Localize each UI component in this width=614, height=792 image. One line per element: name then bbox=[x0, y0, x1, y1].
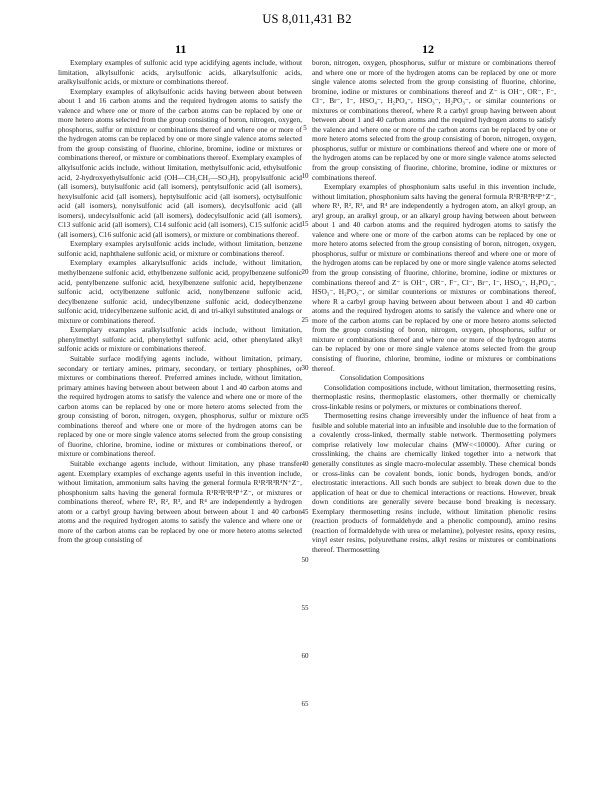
line-number: 20 bbox=[301, 268, 309, 276]
section-heading-consolidation-compositions: Consolidation Compositions bbox=[340, 373, 425, 383]
line-number: 30 bbox=[301, 364, 309, 372]
line-number: 35 bbox=[301, 412, 309, 420]
paragraph-thermosetting-resins: Thermosetting resins change irreversibly under the influence of heat from a fusible and soluble material into an infusible and insoluble due to the formation of a covalently cross-linked, thermally stable network. Thermosetting polymers comprise relatively low molecular chains (MW<<10000). After curing or crosslinking, the chains are chemically linked together into a network that generally constitutes as single macro-molecular assembly. These chemical bonds or cross-links can be covalent bonds, ionic bonds, hydrogen bonds, and/or electrostatic interactions. All such bonds are subject to break down due to the application of heat or due to chemical interactions or reactions. However, break down conditions are generally severe because bond breaking is necessary. Exemplary thermosetting resins include, without limitation phenolic resins (reaction products of formaldehyde and a phenolic compound), amino resins (reaction of formaldehyde with urea or melamine), polyester resins, epoxy resins, vinyl ester resins, polyurethane resins, alkyl resins or mixtures or combinations thereof. Thermosetting bbox=[312, 411, 556, 554]
paragraph-arylsulfonic-acids: Exemplary examples arylsulfonic acids include, without limitation, benzene sulfonic acid, naphthalene sulfonic acid, or mixture or combinations thereof. bbox=[58, 239, 302, 258]
line-number: 15 bbox=[301, 220, 309, 228]
line-number: 60 bbox=[301, 652, 309, 660]
paragraph-sulfonic-acid-agents: Exemplary examples of sulfonic acid type acidifying agents include, without limitation, alkylsulfonic acids, arylsulfonic acids, alkarylsulfonic acids, aralkylsulfonic acids, or mixture or combinations thereof. bbox=[58, 58, 302, 87]
line-number: 25 bbox=[301, 316, 309, 324]
line-number: 10 bbox=[301, 172, 309, 180]
right-column bbox=[312, 58, 556, 554]
paragraph-ammonium-salts-continued: boron, nitrogen, oxygen, phosphorus, sulfur or mixture or combinations thereof and where one or more of the hydrogen atoms can be replaced by one or more single valence atoms selected from the group consisting of fluorine, chlorine, bromine, iodine or mixtures or combinations thereof and Z⁻ is OH⁻, OR⁻, F⁻, Cl⁻, Br⁻, I⁻, HSO₄⁻, H₂PO₄⁻, HSO₃⁻, H₂PO₃⁻, or similar counterions or mixtures or combinations thereof, where R a carbyl group having between about between about 1 and 40 carbon atoms and the required hydrogen atoms to satisfy the valence and where one or more of the carbon atoms can be replaced by one or more hetero atoms selected from the group consisting of boron, nitrogen, oxygen, phosphorus, sulfur or mixture or combinations thereof and where one or more of the hydrogen atoms can be replaced by one or more single valence atoms selected from the group consisting of fluorine, chlorine, bromine, iodine or mixtures or combinations thereof. bbox=[312, 58, 556, 182]
paragraph-surface-modifying-agents: Suitable surface modifying agents include, without limitation, primary, secondary or tertiary amines, primary, secondary, or tertiary phosphines, or mixtures or combinations thereof. Preferred amines include, without limitation, primary amines having between about between about 1 and 40 carbon atoms and the required hydrogen atoms to satisfy the valence and where one or more of the carbon atoms can be replaced by one or more hetero atoms selected from the group consisting of boron, nitrogen, oxygen, phosphorus, sulfur or mixture or combinations thereof and where one or more of the hydrogen atoms can be replaced by one or more single valence atoms selected from the group consisting of fluorine, chlorine, bromine, iodine or mixtures or combinations thereof, or mixture or combinations thereof. bbox=[58, 353, 302, 459]
paragraph-exchange-agents: Suitable exchange agents include, without limitation, any phase transfer agent. Exemplary examples of exchange agents useful in this invention include, without limitation, ammonium salts having the general formula R¹R²R³R⁴N⁺Z⁻, phosphonium salts having the general formula R¹R²R³R⁴P⁺Z⁻, or mixtures or combinations thereof, where R¹, R², R³, and R⁴ are independently a hydrogen atom or a carbyl group having between about between about 1 and 40 carbon atoms and the required hydrogen atoms to satisfy the valence and where one or more of the carbon atoms can be replaced by one or more hetero atoms selected from the group consisting of bbox=[58, 458, 302, 545]
paragraph-alkarylsulfonic-acids: Exemplary examples alkarylsulfonic acids include, without limitation, methylbenzene sulfonic acid, ethylbenzene sulfonic acid, propylbenzene sulfonic acid, pentylbenzene sulfonic acid, hexylbenzene sulfonic acid, heptylbenzene sulfonic acid, octylbenzene sulfonic acid, nonylbenzene sulfonic acid, decylbenzene sulfonic acid, undecylbenzene sulfonic acid, dodecylbenzene sulfonic acid, tridecylbenzene sulfonic acid, di and tri-alkyl substituted analogs or mixture or combinations thereof. bbox=[58, 258, 302, 325]
patent-number: US 8,011,431 B2 bbox=[262, 12, 352, 26]
right-column-number: 12 bbox=[422, 42, 434, 56]
paragraph-consolidation-compositions: Consolidation compositions include, without limitation, thermosetting resins, thermoplastic resins, thermoplastic elastomers, other thermally or chemically cross-linkable resins or polymers, or mixtures or combinations thereof. bbox=[312, 382, 556, 411]
left-column-number: 11 bbox=[175, 42, 187, 56]
paragraph-aralkylsulfonic-acids: Exemplary examples aralkylsulfonic acids include, without limitation, phenylmethyl sulfonic acid, phenylethyl sulfonic acid, other phenylated alkyl sulfonic acids or mixture or combinations thereof. bbox=[58, 325, 302, 354]
left-column bbox=[58, 58, 302, 545]
line-number: 40 bbox=[301, 460, 309, 468]
line-number: 50 bbox=[301, 556, 309, 564]
paragraph-phosphonium-salts: Exemplary examples of phosphonium salts useful in this invention include, without limitation, phosphonium salts having the general formula R¹R²R³R⁴P⁺Z⁻, where R¹, R², R³, and R⁴ are independently a hydrogen atom, an alkyl group, an aryl group, an aralkyl group, or an alkaryl group having between about between about 1 and 40 carbon atoms and the required hydrogen atoms to satisfy the valence and where one or more of the carbon atoms can be replaced by one or more hetero atoms selected from the group consisting of boron, nitrogen, oxygen, phosphorus, sulfur or mixture or combinations thereof and where one or more of the hydrogen atoms can be replaced by one or more single valence atoms selected from the group consisting of fluorine, chlorine, bromine, iodine or mixtures or combinations thereof and Z⁻ is OH⁻, OR⁻, F⁻, Cl⁻, Br⁻, I⁻, HSO₄⁻, H₂PO₄⁻, HSO₃⁻, H₂PO₃⁻, or similar counterions or mixtures or combinations thereof, where R a carbyl group having between about between about 1 and 40 carbon atoms and the required hydrogen atoms to satisfy the valence and where one or more of the carbon atoms can be replaced by one or more hetero atoms selected from the group consisting of boron, nitrogen, oxygen, phosphorus, sulfur or mixture or combinations thereof and where one or more of the hydrogen atoms can be replaced by one or more single valence atoms selected from the group consisting of fluorine, chlorine, bromine, iodine or mixtures or combinations thereof. bbox=[312, 182, 556, 373]
line-number: 55 bbox=[301, 604, 309, 612]
line-number: 45 bbox=[301, 508, 309, 516]
line-number: 5 bbox=[303, 124, 307, 132]
paragraph-alkylsulfonic-acids: Exemplary examples of alkylsulfonic acids having between about between about 1 and 16 carbon atoms and the required hydrogen atoms to satisfy the valence and where one or more of the carbon atoms can be replaced by one or more hetero atoms selected from the group consisting of boron, nitrogen, oxygen, phosphorus, sulfur or mixture or combinations thereof and where one or more of the hydrogen atoms can be replaced by one or more single valence atoms selected from the group consisting of fluorine, chlorine, bromine, iodine or mixtures or combinations thereof, or mixture or combinations thereof. Exemplary examples of alkylsulfonic acids include, without limitation, methylsulfonic acid, ethylsulfonic acid, 2-hydroxyethylsulfonic acid (OH—CH₂CH₂—SO₃H), propylsulfonic acid (all isomers), butylsulfonic acid (all isomers), pentylsulfonic acid (all isomers), hexylsulfonic acid (all isomers), heptylsulfonic acid (all isomers), octylsulfonic acid (all isomers), nonylsulfonic acid (all isomers), decylsulfonic acid (all isomers), undecylsulfonic acid (all isomers), dodecylsulfonic acid (all isomers), C13 sulfonic acid (all isomers), C14 sulfonic acid (all isomers), C15 sulfonic acid (all isomers), C16 sulfonic acid (all isomers), or mixture or combinations thereof. bbox=[58, 86, 302, 239]
line-number: 65 bbox=[301, 700, 309, 708]
